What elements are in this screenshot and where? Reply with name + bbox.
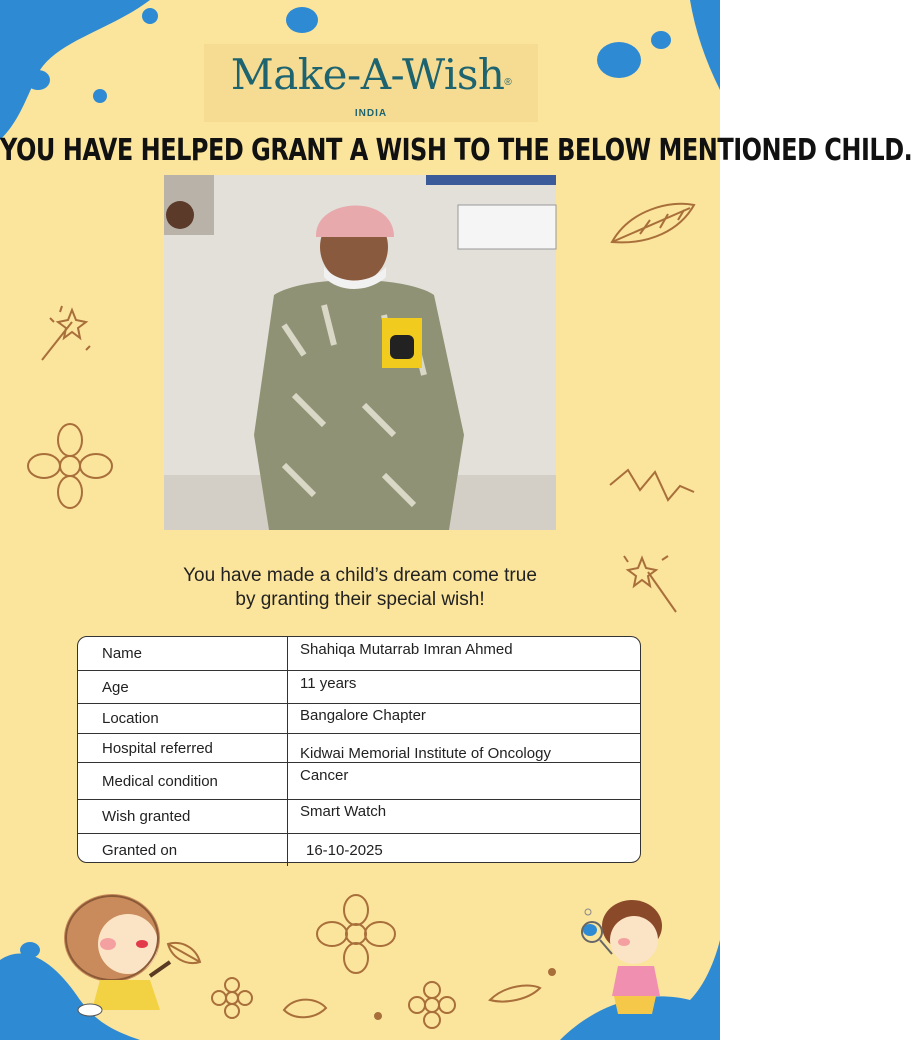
magic-wand-icon bbox=[42, 306, 90, 360]
blob-top-left bbox=[0, 0, 150, 140]
row-value: Kidwai Memorial Institute of Oncology bbox=[300, 745, 551, 762]
row-value: Smart Watch bbox=[300, 803, 387, 820]
dot-top-left bbox=[93, 89, 107, 103]
row-label: Medical condition bbox=[78, 763, 288, 799]
blob-top-right bbox=[597, 42, 641, 78]
logo-country: INDIA bbox=[354, 108, 388, 119]
row-label: Wish granted bbox=[78, 800, 288, 833]
table-row-name bbox=[78, 637, 640, 671]
tagline bbox=[0, 564, 720, 612]
dot-top-center bbox=[286, 7, 318, 33]
table-row-age bbox=[78, 671, 640, 704]
row-label: Hospital referred bbox=[78, 734, 288, 762]
row-value: Cancer bbox=[300, 767, 349, 784]
tagline-line-1: You have made a child’s dream come true bbox=[183, 565, 537, 586]
table-row-wish-granted bbox=[78, 800, 640, 834]
row-value: Shahiqa Mutarrab Imran Ahmed bbox=[300, 641, 513, 658]
table-row-location bbox=[78, 704, 640, 734]
row-label: Granted on bbox=[78, 834, 288, 866]
cartoon-girl-illustration bbox=[64, 894, 170, 1016]
table-row-medical-condition bbox=[78, 763, 640, 800]
child-photo bbox=[164, 175, 556, 530]
leaf-doodle-icon bbox=[612, 204, 694, 243]
small-flowers-icon bbox=[212, 969, 555, 1028]
tagline-line-2: by granting their special wish! bbox=[235, 589, 485, 610]
row-label: Age bbox=[78, 671, 288, 703]
table-row-hospital bbox=[78, 734, 640, 763]
wish-details-table bbox=[77, 636, 641, 863]
make-a-wish-logo bbox=[204, 44, 538, 122]
logo-wordmark: Make-A-Wish® bbox=[230, 50, 512, 99]
row-label: Name bbox=[78, 637, 288, 670]
row-value: 11 years bbox=[300, 675, 357, 692]
zigzag-doodle-icon bbox=[610, 470, 694, 500]
table-row-granted-on bbox=[78, 834, 640, 866]
row-value: 16-10-2025 bbox=[306, 841, 383, 859]
row-value: Bangalore Chapter bbox=[300, 707, 426, 724]
cartoon-boy-illustration bbox=[582, 900, 662, 1014]
row-label: Location bbox=[78, 704, 288, 733]
headline: YOU HAVE HELPED GRANT A WISH TO THE BELOW MENTIONED CHILD. bbox=[0, 132, 912, 168]
flower-bottom-icon bbox=[317, 895, 395, 973]
flower-doodle-icon bbox=[28, 424, 112, 508]
